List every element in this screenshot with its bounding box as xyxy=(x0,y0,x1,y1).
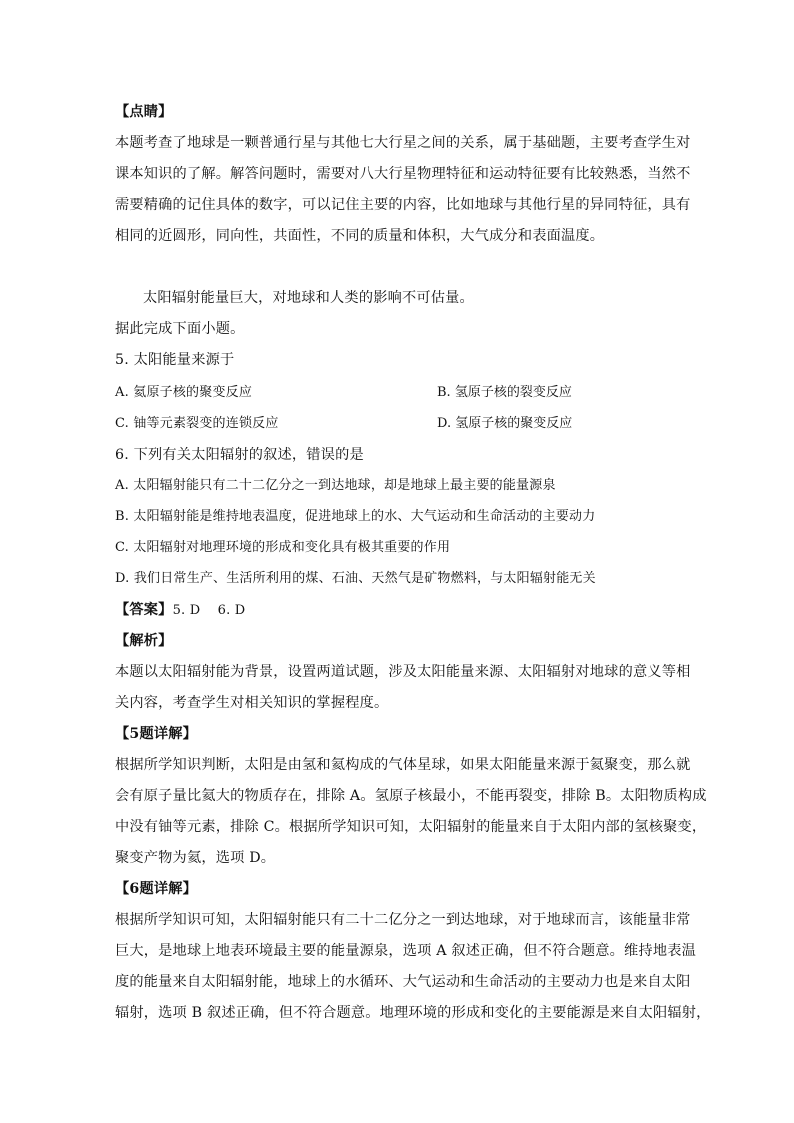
dianjing-line-4: 相同的近圆形，同向性，共面性，不同的质量和体积，大气成分和表面温度。 xyxy=(115,228,605,244)
analysis-line-2: 关内容，考查学生对相关知识的掌握程度。 xyxy=(115,695,389,711)
detail-5-line-1: 根据所学知识判断，太阳是由氢和氦构成的气体星球，如果太阳能量来源于氦聚变，那么就 xyxy=(115,757,691,773)
detail-6-line-2: 巨大，是地球上地表环境最主要的能量源泉，选项 A 叙述正确，但不符合题意。维持地表温 xyxy=(115,943,696,959)
analysis-line-1: 本题以太阳辐射能为背景，设置两道试题，涉及太阳能量来源、太阳辐射对地球的意义等相 xyxy=(115,664,691,680)
instruction-text: 据此完成下面小题。 xyxy=(115,321,245,337)
answer-label: 【答案】 xyxy=(115,602,173,618)
question-6-option-a: A. 太阳辐射能只有二十二亿分之一到达地球，却是地球上最主要的能量源泉 xyxy=(115,478,556,493)
question-5-stem: 5. 太阳能量来源于 xyxy=(115,352,235,368)
question-6-option-d: D. 我们日常生产、生活所利用的煤、石油、天然气是矿物燃料，与太阳辐射能无关 xyxy=(115,571,596,586)
question-6-option-c: C. 太阳辐射对地理环境的形成和变化具有极其重要的作用 xyxy=(115,540,451,555)
question-5-option-a: A. 氦原子核的聚变反应 xyxy=(115,385,253,400)
dianjing-line-2: 课本知识的了解。解答问题时，需要对八大行星物理特征和运动特征要有比较熟悉，当然不 xyxy=(115,166,691,182)
dianjing-heading: 【点睛】 xyxy=(115,104,173,120)
question-5-option-c: C. 铀等元素裂变的连锁反应 xyxy=(115,416,279,431)
detail-6-line-1: 根据所学知识可知，太阳辐射能只有二十二亿分之一到达地球，对于地球而言，该能量非常 xyxy=(115,912,691,928)
detail-6-line-3: 度的能量来自太阳辐射能，地球上的水循环、大气运动和生命活动的主要动力也是来自太阳 xyxy=(115,974,691,990)
detail-6-heading: 【6题详解】 xyxy=(115,881,198,897)
question-5-option-b: B. 氢原子核的裂变反应 xyxy=(437,385,572,400)
detail-5-line-3: 中没有铀等元素，排除 C。根据所学知识可知，太阳辐射的能量来自于太阳内部的氢核聚变， xyxy=(115,819,707,835)
material-text: 太阳辐射能量巨大，对地球和人类的影响不可估量。 xyxy=(143,290,474,306)
dianjing-line-1: 本题考查了地球是一颗普通行星与其他七大行星之间的关系，属于基础题，主要考查学生对 xyxy=(115,135,691,151)
answer-text: 5. D 6. D xyxy=(172,603,246,618)
question-6-stem: 6. 下列有关太阳辐射的叙述，错误的是 xyxy=(115,447,364,463)
answer-row xyxy=(115,600,685,621)
detail-5-heading: 【5题详解】 xyxy=(115,726,198,742)
detail-5-line-4: 聚变产物为氦，选项 D。 xyxy=(115,850,276,866)
detail-6-line-4: 辐射，选项 B 叙述正确，但不符合题意。地理环境的形成和变化的主要能源是来自太阳辐射， xyxy=(115,1005,711,1021)
question-5-option-d: D. 氢原子核的聚变反应 xyxy=(437,416,573,431)
question-6-option-b: B. 太阳辐射能是维持地表温度，促进地球上的水、大气运动和生命活动的主要动力 xyxy=(115,509,596,524)
analysis-heading: 【解析】 xyxy=(115,633,173,649)
detail-5-line-2: 会有原子量比氦大的物质存在，排除 A。氢原子核最小，不能再裂变，排除 B。太阳物质构成 xyxy=(115,788,707,804)
dianjing-line-3: 需要精确的记住具体的数字，可以记住主要的内容，比如地球与其他行星的异同特征，具有 xyxy=(115,197,691,213)
